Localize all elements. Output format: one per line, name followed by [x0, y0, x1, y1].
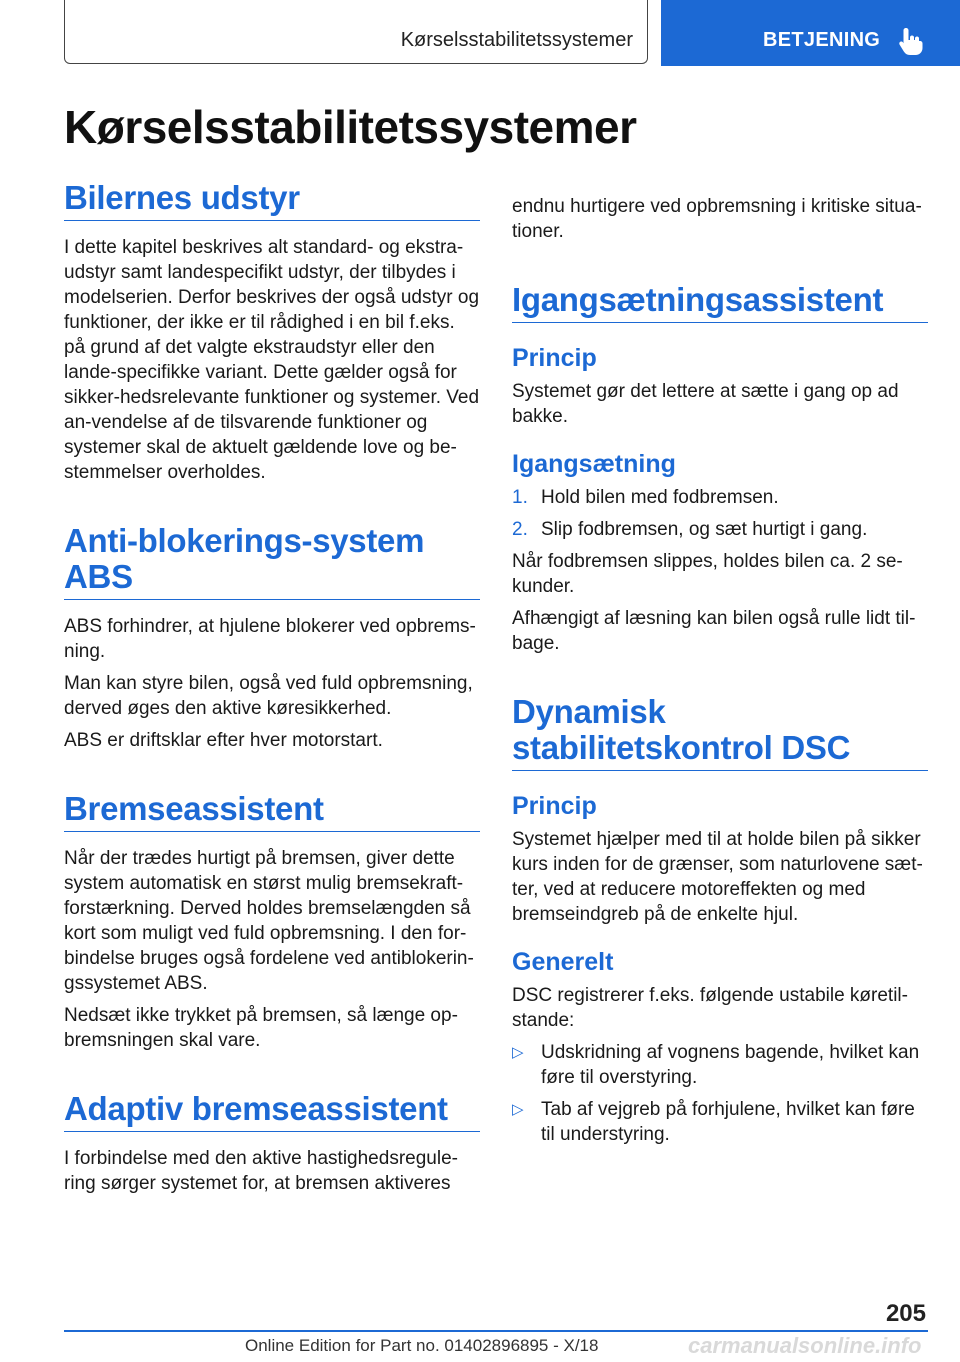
bullet-item [512, 1097, 928, 1147]
page-title: Kørselsstabilitetssystemer [64, 101, 637, 153]
watermark: carmanualsonline.info [688, 1333, 922, 1358]
paragraph: Når der trædes hurtigt på bremsen, giver dette system automatisk en størst mulig bremsekraft-forstærkning. Derved holdes bremselængden så kort som muligt ved fuld opbremsning. I den for-bindelse bruges også fordelene ved antiblokerin-gssystemet ABS. [64, 848, 474, 994]
list-item [512, 485, 928, 510]
list-number: 2. [512, 519, 528, 540]
chapter-tab[interactable] [661, 0, 960, 66]
heading-bremseassistent: Bremseassistent [64, 791, 480, 832]
bullet-text: Tab af vejgreb på forhjulene, hvilket kan føre til understyring. [541, 1099, 915, 1145]
subheading-igangsaetning: Igangsætning [512, 450, 676, 478]
paragraph: Afhængigt af læsning kan bilen også rulle lidt til-bage. [512, 608, 916, 654]
bullet-item [512, 1040, 928, 1090]
list-item [512, 517, 928, 542]
paragraph: ABS forhindrer, at hjulene blokerer ved opbrems-ning. [64, 616, 476, 662]
subheading-princip: Princip [512, 792, 597, 820]
paragraph: Systemet hjælper med til at holde bilen på sikker kurs inden for de grænser, som naturlovene sæt-ter, ved at reducere motoreffekten og med bremseindgreb på de enkelte hjul. [512, 829, 923, 925]
list-text: Slip fodbremsen, og sæt hurtigt i gang. [541, 519, 868, 540]
paragraph: DSC registrerer f.eks. følgende ustabile køretil-stande: [512, 985, 908, 1031]
triangle-bullet-icon: ▷ [512, 1044, 524, 1061]
heading-dsc: Dynamisk stabilitetskontrol DSC [512, 694, 928, 771]
heading-adaptiv-bremseassistent: Adaptiv bremseassistent [64, 1091, 480, 1132]
footer-divider [64, 1330, 928, 1332]
running-header-box [64, 0, 648, 64]
list-text: Hold bilen med fodbremsen. [541, 487, 779, 508]
list-number: 1. [512, 487, 528, 508]
page-number: 205 [885, 1300, 926, 1327]
hand-pointer-icon [897, 26, 925, 56]
heading-igangsaetningsassistent: Igangsætningsassistent [512, 282, 928, 323]
right-column [512, 194, 928, 1154]
paragraph: Når fodbremsen slippes, holdes bilen ca. 2 se-kunder. [512, 551, 903, 597]
left-column [64, 180, 480, 1203]
heading-abs: Anti-blokerings-system ABS [64, 523, 480, 600]
paragraph: Systemet gør det lettere at sætte i gang op ad bakke. [512, 381, 899, 427]
bullet-text: Udskridning af vognens bagende, hvilket kan føre til overstyring. [541, 1042, 920, 1088]
paragraph: ABS er driftsklar efter hver motorstart. [64, 730, 383, 751]
heading-bilernes-udstyr: Bilernes udstyr [64, 180, 480, 221]
paragraph: I forbindelse med den aktive hastighedsregule-ring sørger systemet for, at bremsen aktiveres [64, 1148, 458, 1194]
paragraph: endnu hurtigere ved opbremsning i kritiske situa-tioner. [512, 196, 922, 242]
edition-note: Online Edition for Part no. 01402896895 - X/18 [245, 1336, 599, 1355]
subheading-generelt: Generelt [512, 948, 614, 976]
paragraph: I dette kapitel beskrives alt standard- og ekstra-udstyr samt landespecifikt udstyr, der tilbydes i modelserien. Derfor beskrives der også udstyr og funktioner, der ikke er til rådighed i en bil f.eks. på grund af det valgte ekstraudstyr eller den lande-specifikke variant. Dette gælder også for sikker-hedsrelevante funktioner og systemer. Ved an-vendelse af de tilsvarende funktioner og systemer skal de aktuelt gældende love og be-stemmelser overholdes. [64, 237, 480, 483]
paragraph: Man kan styre bilen, også ved fuld opbremsning, derved øges den aktive køresikkerhed. [64, 673, 473, 719]
running-header-title: Kørselsstabilitetssystemer [400, 29, 633, 51]
subheading-princip: Princip [512, 344, 597, 372]
chapter-tab-label: BETJENING [763, 29, 881, 51]
triangle-bullet-icon: ▷ [512, 1101, 524, 1118]
paragraph: Nedsæt ikke trykket på bremsen, så længe op-bremsningen skal vare. [64, 1005, 458, 1051]
